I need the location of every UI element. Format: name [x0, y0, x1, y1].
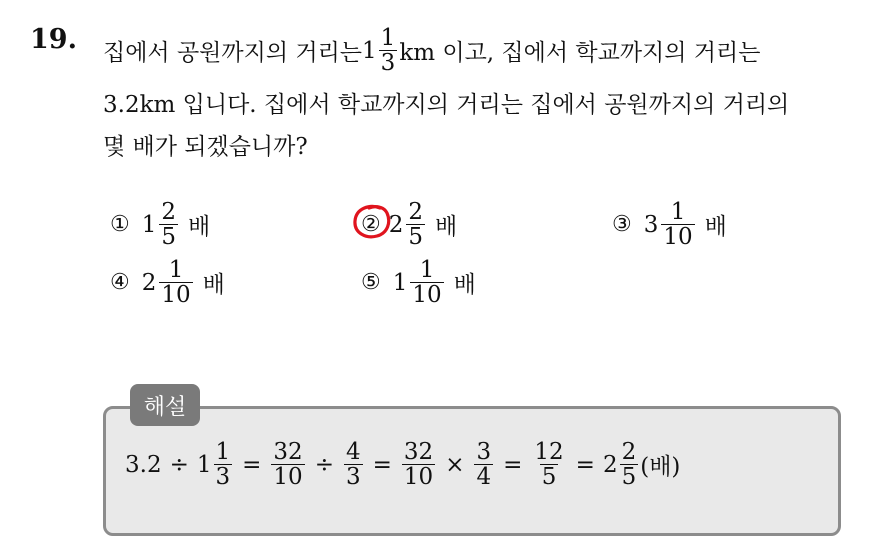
- eq-fraction: [214, 440, 233, 489]
- eq-fraction: [402, 440, 435, 489]
- option-numerator: 1: [168, 257, 184, 283]
- option-denominator: 5: [408, 224, 424, 251]
- eq-numerator: 12: [534, 439, 564, 465]
- option-fraction: [159, 200, 178, 249]
- solution-tag: 해설: [130, 384, 200, 426]
- option-whole: 3: [643, 211, 659, 238]
- fraction-numerator: 1: [380, 25, 396, 51]
- answer-circle-mark: [350, 202, 394, 242]
- option-whole: 2: [388, 211, 404, 238]
- option-fraction: [410, 258, 443, 307]
- option-whole: 1: [392, 269, 408, 296]
- eq-denominator: 10: [273, 464, 303, 491]
- option-denominator: 10: [412, 282, 442, 309]
- option-fraction: [406, 200, 425, 249]
- eq-numerator: 2: [621, 439, 637, 465]
- option-denominator: 10: [663, 224, 693, 251]
- question-line-1: [103, 26, 760, 75]
- eq-f6-whole: 2: [602, 451, 618, 478]
- option-numerator: 2: [161, 199, 177, 225]
- eq-denominator: 3: [215, 464, 231, 491]
- option-unit: 배: [435, 214, 458, 241]
- eq-fraction: [620, 440, 639, 489]
- option-numerator: 1: [419, 257, 435, 283]
- option-5[interactable]: [361, 258, 476, 307]
- eq-divide: ÷: [314, 451, 334, 478]
- option-numerator: 2: [408, 199, 424, 225]
- option-denominator: 5: [161, 224, 177, 251]
- option-denominator: 10: [161, 282, 191, 309]
- eq-denominator: 4: [476, 464, 492, 491]
- option-mark: ①: [110, 212, 130, 238]
- eq-numerator: 4: [345, 439, 361, 465]
- fraction: [379, 26, 398, 75]
- eq-numerator: 1: [215, 439, 231, 465]
- eq-unit: (배): [640, 454, 681, 481]
- fraction-denominator: 3: [380, 50, 396, 77]
- question-text-a: 집에서 공원까지의 거리는: [103, 40, 363, 67]
- option-mark: ④: [110, 270, 130, 296]
- eq-denominator: 10: [403, 464, 434, 491]
- option-unit: 배: [202, 272, 225, 299]
- eq-equals: =: [372, 451, 392, 478]
- eq-denominator: 3: [345, 464, 361, 491]
- eq-numerator: 32: [403, 439, 434, 465]
- option-mark: ⑤: [361, 270, 381, 296]
- question-text-b: km 이고, 집에서 학교까지의 거리는: [399, 40, 761, 67]
- eq-fraction: [344, 440, 363, 489]
- option-numerator: 1: [670, 199, 686, 225]
- eq-equals: =: [503, 451, 523, 478]
- option-unit: 배: [188, 214, 211, 241]
- option-1[interactable]: [110, 200, 210, 249]
- eq-f0-whole: 1: [196, 451, 212, 478]
- eq-equals: =: [575, 451, 595, 478]
- option-fraction: [661, 200, 694, 249]
- eq-equals: =: [242, 451, 262, 478]
- eq-fraction: [474, 440, 493, 489]
- eq-fraction: [271, 440, 304, 489]
- solution-equation: [125, 440, 680, 489]
- question-number: 19.: [30, 24, 77, 55]
- option-fraction: [159, 258, 192, 307]
- eq-fraction: [532, 440, 565, 489]
- option-unit: 배: [453, 272, 476, 299]
- option-mark: ③: [612, 212, 632, 238]
- question-line-2: 3.2km 입니다. 집에서 학교까지의 거리는 집에서 공원까지의 거리의: [103, 92, 790, 118]
- answer-circle-stroke: [355, 207, 389, 237]
- eq-numerator: 32: [273, 439, 303, 465]
- option-4[interactable]: [110, 258, 225, 307]
- option-3[interactable]: [612, 200, 727, 249]
- option-unit: 배: [704, 214, 727, 241]
- option-mark: ②: [361, 212, 381, 238]
- eq-numerator: 3: [476, 439, 492, 465]
- eq-times: ×: [445, 451, 465, 478]
- option-whole: 1: [141, 211, 157, 238]
- eq-start: 3.2: [125, 451, 162, 478]
- option-whole: 2: [141, 269, 157, 296]
- fraction-whole: 1: [362, 37, 377, 64]
- eq-denominator: 5: [541, 464, 557, 491]
- eq-divide: ÷: [169, 451, 189, 478]
- question-line-3: 몇 배가 되겠습니까?: [103, 134, 308, 160]
- eq-denominator: 5: [621, 464, 637, 491]
